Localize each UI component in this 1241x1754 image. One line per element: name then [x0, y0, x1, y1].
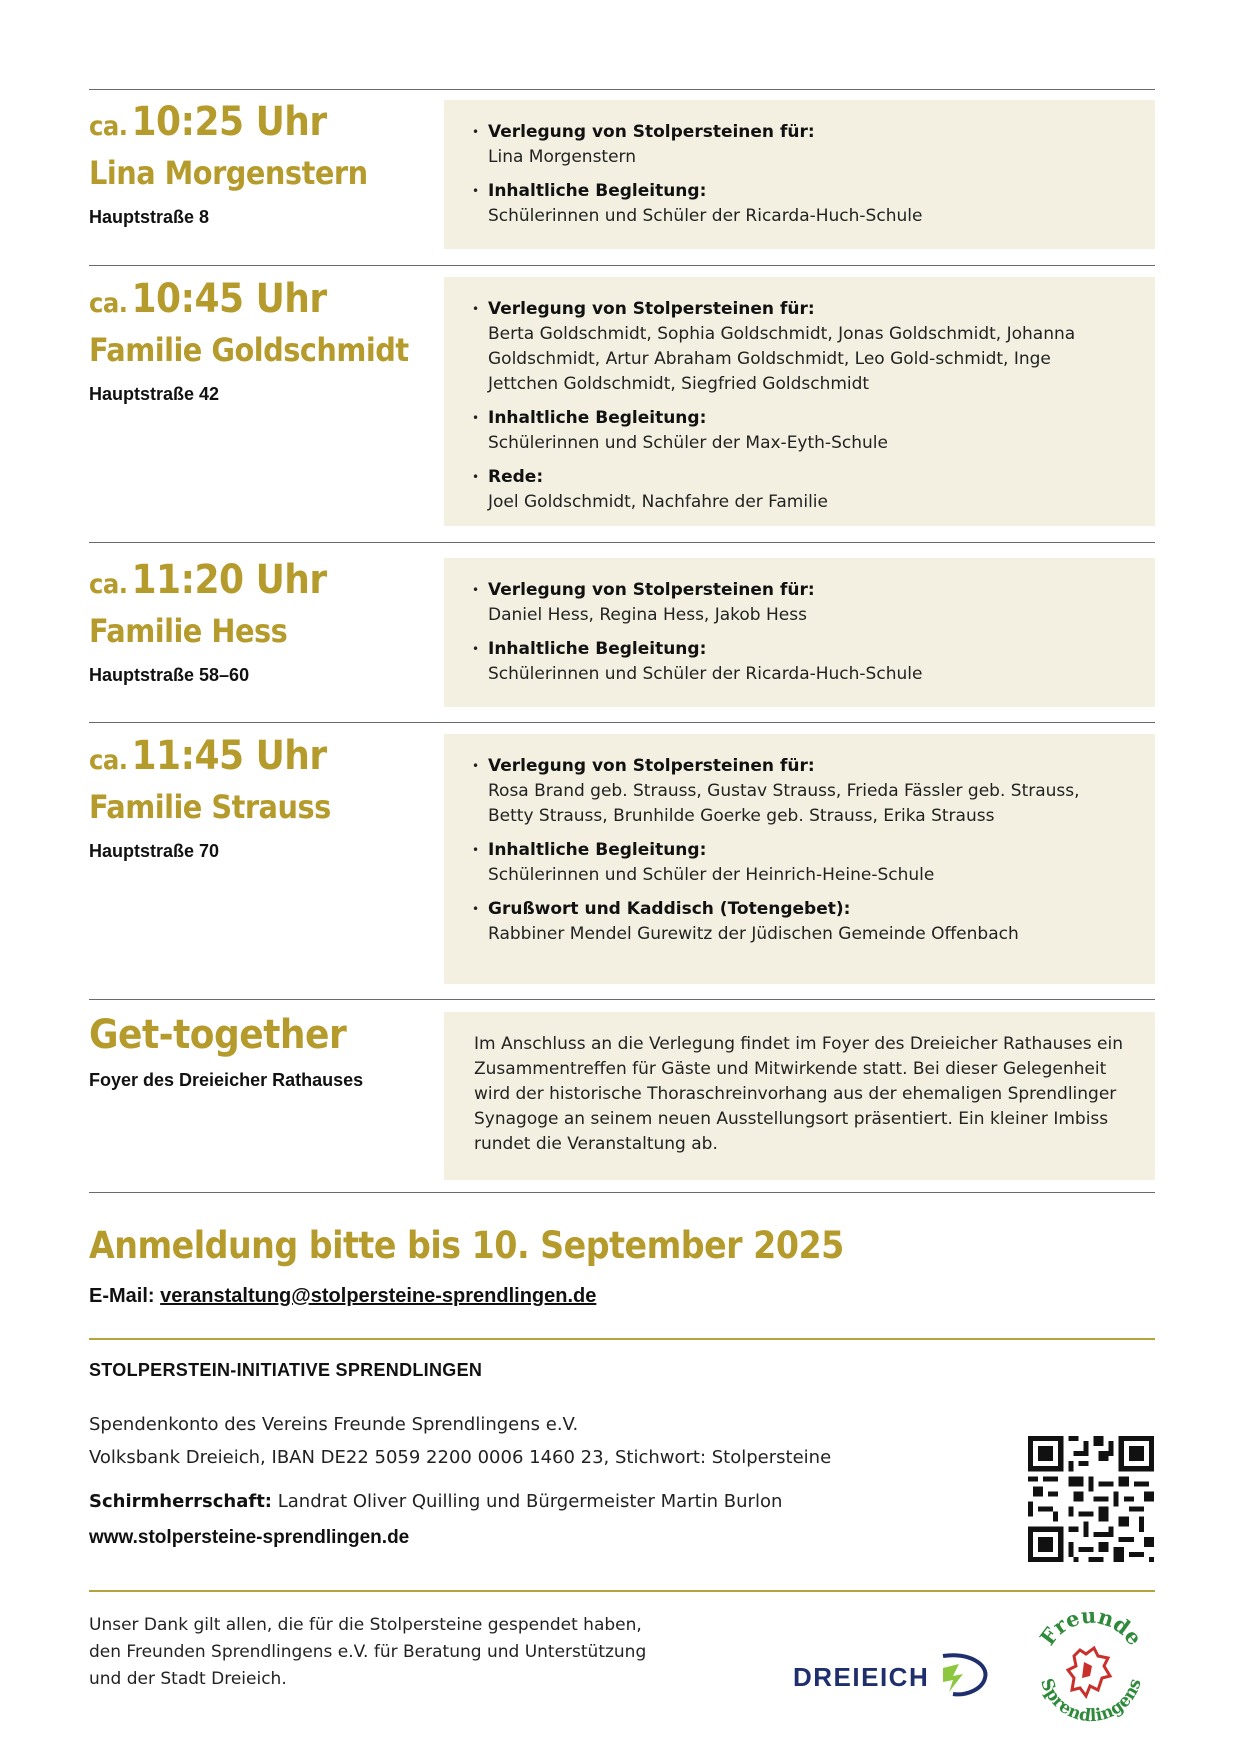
donation-line: Spendenkonto des Vereins Freunde Sprendlingens e.V.: [89, 1414, 579, 1435]
thanks-line: und der Stadt Dreieich.: [89, 1669, 287, 1689]
dreieich-logo-text: DREIEICH: [793, 1662, 930, 1692]
list-item: • Inhaltliche Begleitung: Schülerinnen und Schüler der Ricarda-Huch-Schule: [472, 179, 1125, 229]
email-line: [89, 1285, 596, 1308]
event-details: [444, 734, 1155, 984]
divider: [89, 89, 1155, 90]
list-item: • Verlegung von Stolpersteinen für: Daniel Hess, Regina Hess, Jakob Hess: [472, 578, 1125, 628]
svg-text:Freunde: [1035, 1606, 1148, 1650]
event-section: [89, 558, 1155, 708]
event-section: [89, 277, 1155, 527]
svg-text:Sprendlingens: [1036, 1676, 1146, 1726]
list-item: • Verlegung von Stolpersteinen für: Rosa Brand geb. Strauss, Gustav Strauss, Frieda Fässler geb. Strauss, Betty Strauss, Brunhilde Goerke geb. Strauss, Erika Strauss: [472, 754, 1125, 829]
event-details: [444, 277, 1155, 526]
donation-info: [89, 1408, 831, 1474]
thanks-line: den Freunden Sprendlingens e.V. für Beratung und Unterstützung: [89, 1642, 647, 1662]
thanks-line: Unser Dank gilt allen, die für die Stolpersteine gespendet haben,: [89, 1615, 642, 1635]
event-details: [444, 100, 1155, 249]
divider: [89, 265, 1155, 266]
event-title: Familie Strauss: [89, 788, 331, 826]
event-time: ca. 11:45 Uhr: [89, 733, 327, 779]
list-item: • Inhaltliche Begleitung: Schülerinnen und Schüler der Max-Eyth-Schule: [472, 406, 1125, 456]
get-together-text: Im Anschluss an die Verlegung findet im Foyer des Dreieicher Rathauses ein Zusammentreffen für Gäste und Mitwirkende statt. Bei dieser Gelegenheit wird der historische Thoraschreinvorhang aus der ehemaligen Sprendlinger Synagoge an seinem neuen Ausstellungsort präsentiert. Ein kleiner Imbiss rundet die Veranstaltung ab.: [474, 1034, 1123, 1154]
list-item: • Verlegung von Stolpersteinen für: Berta Goldschmidt, Sophia Goldschmidt, Jonas Goldschmidt, Johanna Goldschmidt, Artur Abraham Goldschmidt, Leo Gold-schmidt, Inge Jettchen Goldschmidt, Siegfried Goldschmidt: [472, 297, 1125, 397]
event-address: Hauptstraße 8: [89, 207, 210, 227]
dreieich-logo: [793, 1646, 993, 1702]
get-together-section: [89, 1012, 1155, 1182]
event-title: Lina Morgenstern: [89, 154, 368, 192]
org-name: STOLPERSTEIN-INITIATIVE SPRENDLINGEN: [89, 1360, 483, 1380]
thanks-text: [89, 1612, 646, 1693]
list-item: • Grußwort und Kaddisch (Totengebet): Rabbiner Mendel Gurewitz der Jüdischen Gemeinde Offenbach: [472, 897, 1125, 947]
event-address: Hauptstraße 70: [89, 841, 220, 861]
divider: [89, 999, 1155, 1000]
divider: [89, 542, 1155, 543]
list-item: • Rede: Joel Goldschmidt, Nachfahre der Familie: [472, 465, 1125, 515]
event-title: Familie Goldschmidt: [89, 331, 409, 369]
event-time: ca. 11:20 Uhr: [89, 557, 327, 603]
patron-text: Landrat Oliver Quilling und Bürgermeister Martin Burlon: [277, 1491, 783, 1512]
get-together-title: Get-together: [89, 1012, 347, 1058]
logo-text-top: Freunde: [1034, 1606, 1148, 1650]
logo-text-bottom: Sprendlingens: [1036, 1675, 1146, 1727]
event-section: [89, 100, 1155, 250]
donation-line: Volksbank Dreieich, IBAN DE22 5059 2200 0006 1460 23, Stichwort: Stolpersteine: [89, 1447, 832, 1468]
event-details: [444, 558, 1155, 707]
event-time: ca. 10:45 Uhr: [89, 276, 327, 322]
event-address: Hauptstraße 58–60: [89, 665, 250, 685]
divider: [89, 1192, 1155, 1193]
patron-line: [89, 1491, 782, 1512]
get-together-address: Foyer des Dreieicher Rathauses: [89, 1070, 364, 1090]
registration-heading: Anmeldung bitte bis 10. September 2025: [89, 1224, 844, 1267]
event-title: Familie Hess: [89, 612, 288, 650]
divider: [89, 1590, 1155, 1592]
divider: [89, 722, 1155, 723]
email-label: E-Mail:: [89, 1285, 155, 1307]
qr-code-icon: [1028, 1436, 1154, 1562]
divider: [89, 1338, 1155, 1340]
event-address: Hauptstraße 42: [89, 384, 220, 404]
event-time: ca. 10:25 Uhr: [89, 99, 327, 145]
patron-label: Schirmherrschaft:: [89, 1491, 273, 1512]
event-section: [89, 734, 1155, 984]
list-item: • Verlegung von Stolpersteinen für: Lina Morgenstern: [472, 120, 1125, 170]
freunde-sprendlingens-logo: [1028, 1606, 1154, 1736]
email-link[interactable]: veranstaltung@stolpersteine-sprendlingen.de: [160, 1285, 597, 1307]
list-item: • Inhaltliche Begleitung: Schülerinnen und Schüler der Heinrich-Heine-Schule: [472, 838, 1125, 888]
website-link[interactable]: www.stolpersteine-sprendlingen.de: [89, 1527, 410, 1548]
list-item: • Inhaltliche Begleitung: Schülerinnen und Schüler der Ricarda-Huch-Schule: [472, 637, 1125, 687]
get-together-details: [444, 1012, 1155, 1180]
